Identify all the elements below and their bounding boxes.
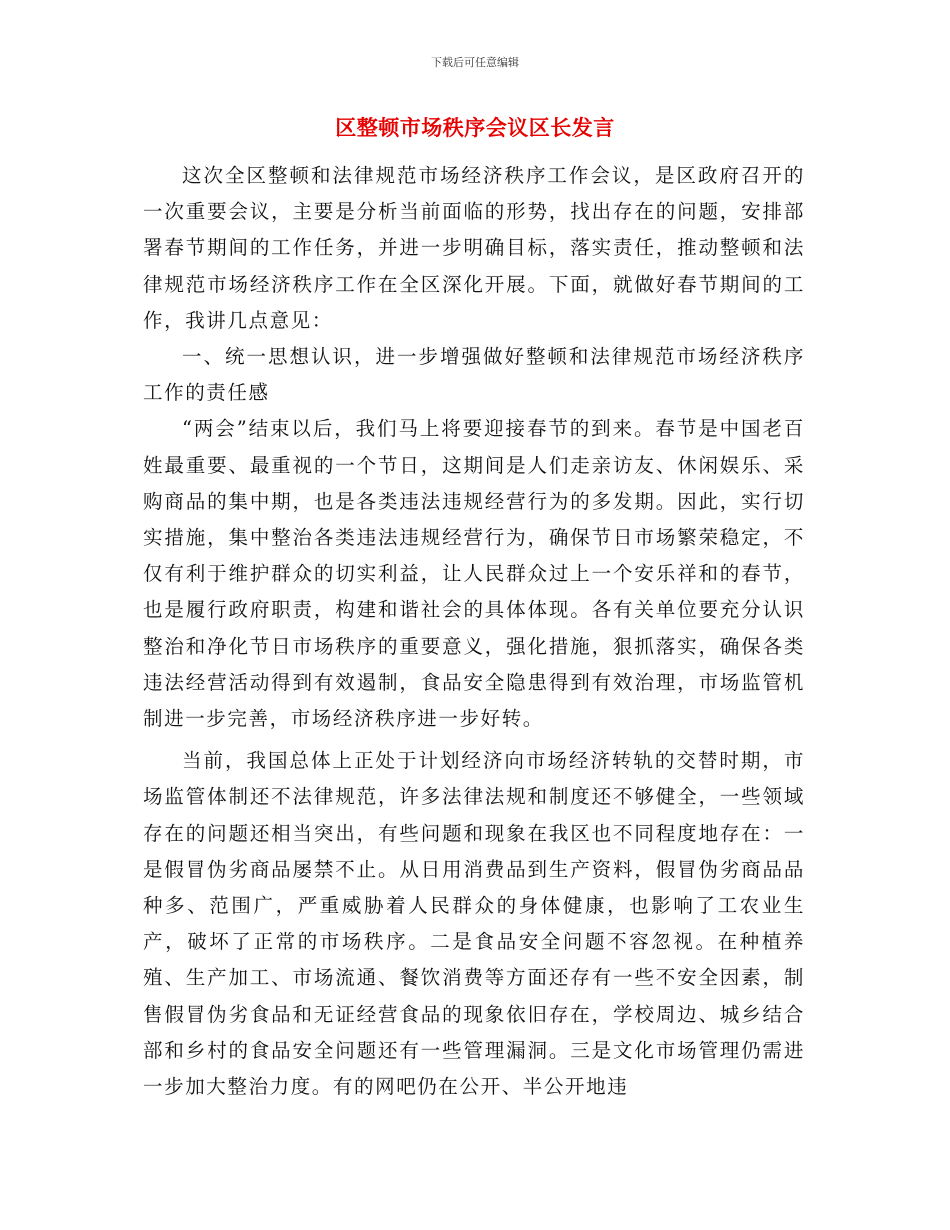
document-body xyxy=(143,158,805,1105)
document-title: 区整顿市场秩序会议区长发言 xyxy=(335,116,615,140)
paragraph-current-situation: 当前，我国总体上正处于计划经济向市场经济转轨的交替时期，市场监管体制还不法律规范，许多法律法规和制度还不够健全，一些领域存在的问题还相当突出，有些问题和现象在我区也不同程度地存在：一是假冒伪劣商品屡禁不止。从日用消费品到生产资料，假冒伪劣商品品种多、范围广，严重威胁着人民群众的身体健康，也影响了工农业生产，破坏了正常的市场秩序。二是食品安全问题不容忽视。在种植养殖、生产加工、市场流通、餐饮消费等方面还存有一些不安全因素，制售假冒伪劣食品和无证经营食品的现象依旧存在，学校周边、城乡结合部和乡村的食品安全问题还有一些管理漏洞。三是文化市场管理仍需进一步加大整治力度。有的网吧仍在公开、半公开地违 xyxy=(143,749,805,1099)
paragraph-intro: 这次全区整顿和法律规范市场经济秩序工作会议，是区政府召开的一次重要会议，主要是分析当前面临的形势，找出存在的问题，安排部署春节期间的工作任务，并进一步明确目标，落实责任，推动整顿和法律规范市场经济秩序工作在全区深化开展。下面，就做好春节期间的工作，我讲几点意见： xyxy=(143,164,805,332)
paragraph-spring-festival: “两会”结束以后，我们马上将要迎接春节的到来。春节是中国老百姓最重要、最重视的一个节日，这期间是人们走亲访友、休闲娱乐、采购商品的集中期，也是各类违法违规经营行为的多发期。因此，实行切实措施，集中整治各类违法违规经营行为，确保节日市场繁荣稳定，不仅有利于维护群众的切实利益，让人民群众过上一个安乐祥和的春节，也是履行政府职责，构建和谐社会的具体体现。各有关单位要充分认识整治和净化节日市场秩序的重要意义，强化措施，狠抓落实，确保各类违法经营活动得到有效遏制，食品安全隐患得到有效治理，市场监管机制进一步完善，市场经济秩序进一步好转。 xyxy=(143,417,805,731)
header-note: 下载后可任意编辑 xyxy=(431,56,519,69)
section-heading-1: 一、统一思想认识，进一步增强做好整顿和法律规范市场经济秩序工作的责任感 xyxy=(143,345,805,405)
